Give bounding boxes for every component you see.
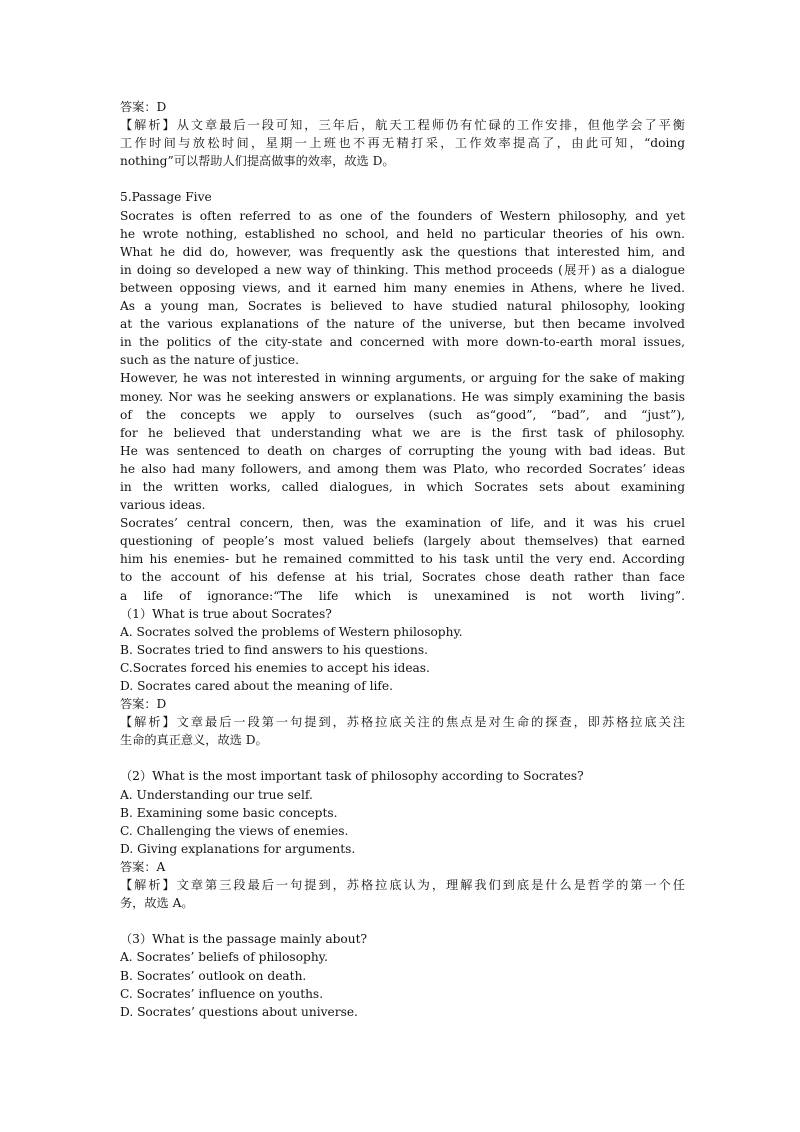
option-c: C. Challenging the views of enemies. <box>120 823 349 838</box>
question-stem: （1）What is true about Socrates? <box>120 606 332 621</box>
option-d: D. Socrates cared about the meaning of life. <box>120 679 394 693</box>
spacer <box>120 749 685 767</box>
analysis-line: 【解析】文章第三段最后一句提到，苏格拉底认为，理解我们到底是什么是哲学的第一个任 <box>120 878 685 893</box>
passage-line: such as the nature of justice. <box>120 353 299 368</box>
spacer <box>120 170 685 188</box>
passage-line: in the written works, called dialogues, in which Socrates sets about examining <box>120 479 685 494</box>
analysis-line: 生命的真正意义，故选 D。 <box>120 733 268 748</box>
passage-line: him his enemies- but he remained committed to his task until the very end. According <box>120 552 685 567</box>
passage-line: between opposing views, and it earned him many enemies in Athens, where he lived. <box>120 280 685 295</box>
question-3 <box>120 930 685 1020</box>
option-b: B. Examining some basic concepts. <box>120 805 338 820</box>
passage-line: of the concepts we apply to ourselves (such as“good”, “bad”, and “just”), <box>120 407 685 422</box>
passage-line: he also had many followers, and among them was Plato, who recorded Socrates’ ideas <box>120 461 685 476</box>
passage-heading: 5.Passage Five <box>120 190 212 205</box>
passage-line: He was sentenced to death on charges of corrupting the young with bad ideas. But <box>120 443 685 458</box>
passage-line: at the various explanations of the nature of the universe, but then became involved <box>120 317 685 332</box>
passage-line: What he did do, however, was frequently ask the questions that interested him, and <box>120 244 685 259</box>
question-stem: （2）What is the most important task of philosophy according to Socrates? <box>120 769 584 784</box>
option-a: A. Socrates solved the problems of Western philosophy. <box>120 624 463 639</box>
document-page <box>120 98 685 1021</box>
answer: 答案：A <box>120 859 166 874</box>
passage-line: money. Nor was he seeking answers or explanations. He was simply examining the basis <box>120 389 685 404</box>
answer: 答案：D <box>120 697 167 712</box>
option-b: B. Socrates tried to find answers to his questions. <box>120 642 429 657</box>
passage-line: As a young man, Socrates is believed to have studied natural philosophy, looking <box>120 299 685 314</box>
passage-line: for he believed that understanding what we are is the first task of philosophy. <box>120 425 685 440</box>
spacer <box>120 912 685 930</box>
question-1 <box>120 605 685 750</box>
option-c: C. Socrates’ influence on youths. <box>120 986 324 1001</box>
passage-line: in doing so developed a new way of thinking. This method proceeds (展开) as a dialogue <box>120 262 685 277</box>
passage-line: Socrates’ central concern, then, was the examination of life, and it was his cruel <box>120 516 685 531</box>
q4-analysis-line: nothing”可以帮助人们提高做事的效率，故选 D。 <box>120 154 395 169</box>
option-a: A. Understanding our true self. <box>120 787 313 802</box>
analysis-line: 【解析】文章最后一段第一句提到，苏格拉底关注的焦点是对生命的探查，即苏格拉底关注 <box>120 715 685 730</box>
passage-line: he wrote nothing, established no school, and held no particular theories of his own. <box>120 226 685 241</box>
passage-line: to the account of his defense at his trial, Socrates chose death rather than face <box>120 570 685 585</box>
question-2 <box>120 767 685 912</box>
option-b: B. Socrates’ outlook on death. <box>120 968 307 983</box>
passage-line: questioning of people’s most valued beliefs (largely about themselves) that earned <box>120 534 685 549</box>
analysis-line: 务，故选 A。 <box>120 896 194 911</box>
option-d: D. Giving explanations for arguments. <box>120 841 356 856</box>
passage-body <box>120 207 685 605</box>
passage-line: Socrates is often referred to as one of the founders of Western philosophy, and yet <box>120 208 685 223</box>
q4-answer: 答案：D <box>120 100 167 114</box>
passage-line: a life of ignorance:“The life which is unexamined is not worth living”. <box>120 588 685 603</box>
question-stem: （3）What is the passage mainly about? <box>120 932 368 947</box>
q4-analysis-line: 【解析】从文章最后一段可知，三年后，航天工程师仍有忙碌的工作安排，但他学会了平衡 <box>120 118 685 133</box>
option-d: D. Socrates’ questions about universe. <box>120 1004 358 1019</box>
q4-analysis-line: 工作时间与放松时间，星期一上班也不再无精打采，工作效率提高了，由此可知，“doing <box>120 136 685 151</box>
passage-line: However, he was not interested in winning arguments, or arguing for the sake of making <box>120 371 685 386</box>
passage-line: in the politics of the city-state and concerned with more down-to-earth moral issues, <box>120 335 685 350</box>
option-a: A. Socrates’ beliefs of philosophy. <box>120 950 328 965</box>
option-c: C.Socrates forced his enemies to accept his ideas. <box>120 660 430 675</box>
passage-line: various ideas. <box>120 498 206 513</box>
